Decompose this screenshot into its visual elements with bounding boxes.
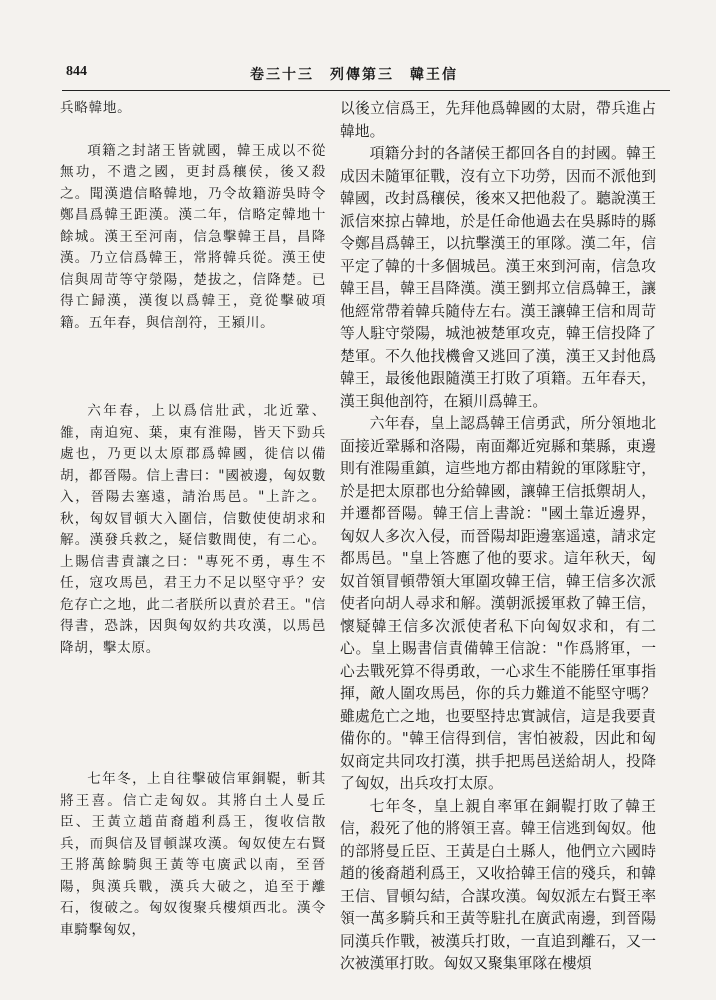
- right-paragraph-2: 六年春，皇上認爲韓王信勇武，所分領地北面接近鞏縣和洛陽，南面鄰近宛縣和葉縣，東邊則有淮陽重鎮，這些地方都由精銳的軍隊駐守，於是把太原郡也分給韓國，讓韓王信抵禦胡人，并遷都晉陽。韓王信上書說："國土靠近邊界，匈奴人多次入侵，而晉陽却距邊塞遥遠，請求定都馬邑。"皇上答應了他的要求。這年秋天，匈奴首領冒頓帶領大軍圍攻韓王信，韓王信多次派使者向胡人尋求和解。漢朝派援軍救了韓王信，懷疑韓王信多次派使者私下向匈奴求和，有二心。皇上賜書信責備韓王信說："作爲將軍，一心去戰死算不得勇敢，一心求生不能勝任軍事指揮，敵人圍攻馬邑，你的兵力難道不能堅守嗎？雖處危亡之地，也要堅持忠實誠信，這是我要責備你的。"韓王信得到信，害怕被殺，因此和匈奴商定共同攻打漢，拱手把馬邑送給胡人，投降了匈奴，出兵攻打太原。: [340, 415, 656, 792]
- left-paragraph-0: 兵略韓地。: [60, 100, 132, 116]
- header-rule: [62, 90, 670, 91]
- right-paragraph-1: 項籍分封的各諸侯王都回各自的封國。韓王成因未隨軍征戰，沒有立下功勞，因而不派他到韓國，改封爲穰侯，後來又把他殺了。聽說漢王派信來掠占韓地，於是任命他過去在吳縣時的縣令鄭昌爲韓王，以抗擊漢王的軍隊。漢二年，信平定了韓的十多個城邑。漢王來到河南，信急攻韓王昌，韓王昌降漢。漢王劉邦立信爲韓王，讓他經常帶着韓兵隨侍左右。漢王讓韓王信和周苛等人駐守滎陽，城池被楚軍攻克，韓王信投降了楚軍。不久他找機會又逃回了漢，漢王又封他爲韓王，最後他跟隨漢王打敗了項籍。五年春天，漢王與他剖符，在潁川爲韓王。: [340, 145, 656, 410]
- page-header: [0, 0, 716, 100]
- right-paragraph-0: 以後立信爲王，先拜他爲韓國的太尉，帶兵進占韓地。: [340, 100, 656, 140]
- right-paragraph-3: 七年冬，皇上親自率軍在銅鞮打敗了韓王信，殺死了他的將領王喜。韓王信逃到匈奴。他的部將曼丘臣、王黃是白土縣人，他們立六國時趙的後裔趙利爲王，又收拾韓王信的殘兵，和韓王信、冒頓勾結，合謀攻漢。匈奴派左右賢王率領一萬多騎兵和王黃等駐扎在廣武南邊，到晉陽同漢兵作戰，被漢兵打敗，一直追到離石，又一次被漢軍打敗。匈奴又聚集軍隊在樓煩: [340, 797, 656, 972]
- right-column-translation: [340, 98, 656, 976]
- running-title: 卷三十三 列傳第三 韓王信: [250, 67, 458, 83]
- left-column-classical-text: [60, 98, 326, 941]
- left-paragraph-2: 六年春，上以爲信壯武，北近鞏、雒，南迫宛、葉，東有淮陽，皆天下勁兵處也，乃更以太原郡爲韓國，徙信以備胡，都晉陽。信上書曰："國被邊，匈奴數入，晉陽去塞遠，請治馬邑。"上許之。秋，匈奴冒頓大入圍信，信數使使胡求和解。漢發兵救之，疑信數間使，有二心。上賜信書責讓之曰："專死不勇，專生不任，寇攻馬邑，君王力不足以堅守乎？安危存亡之地，此二者朕所以責於君王。"信得書，恐誅，因與匈奴約共攻漢，以馬邑降胡，擊太原。: [60, 403, 326, 656]
- page-number: 844: [66, 64, 87, 79]
- left-paragraph-1: 項籍之封諸王皆就國，韓王成以不從無功，不遣之國，更封爲穰侯，後又殺之。聞漢遣信略韓地，乃令故籍游吳時令鄭昌爲韓王距漢。漢二年，信略定韓地十餘城。漢王至河南，信急擊韓王昌，昌降漢。乃立信爲韓王，常將韓兵從。漢王使信與周苛等守滎陽，楚拔之，信降楚。已得亡歸漢，漢復以爲韓王，竟從擊破項籍。五年春，與信剖符，王潁川。: [60, 142, 326, 331]
- left-paragraph-3: 七年冬，上自往擊破信軍銅鞮，斬其將王喜。信亡走匈奴。其將白土人曼丘臣、王黃立趙苗裔趙利爲王，復收信散兵，而與信及冒頓謀攻漢。匈奴使左右賢王將萬餘騎與王黃等屯廣武以南，至晉陽，與漢兵戰，漢兵大破之，追至于離石，復破之。匈奴復聚兵樓煩西北。漢令車騎擊匈奴，: [60, 771, 326, 938]
